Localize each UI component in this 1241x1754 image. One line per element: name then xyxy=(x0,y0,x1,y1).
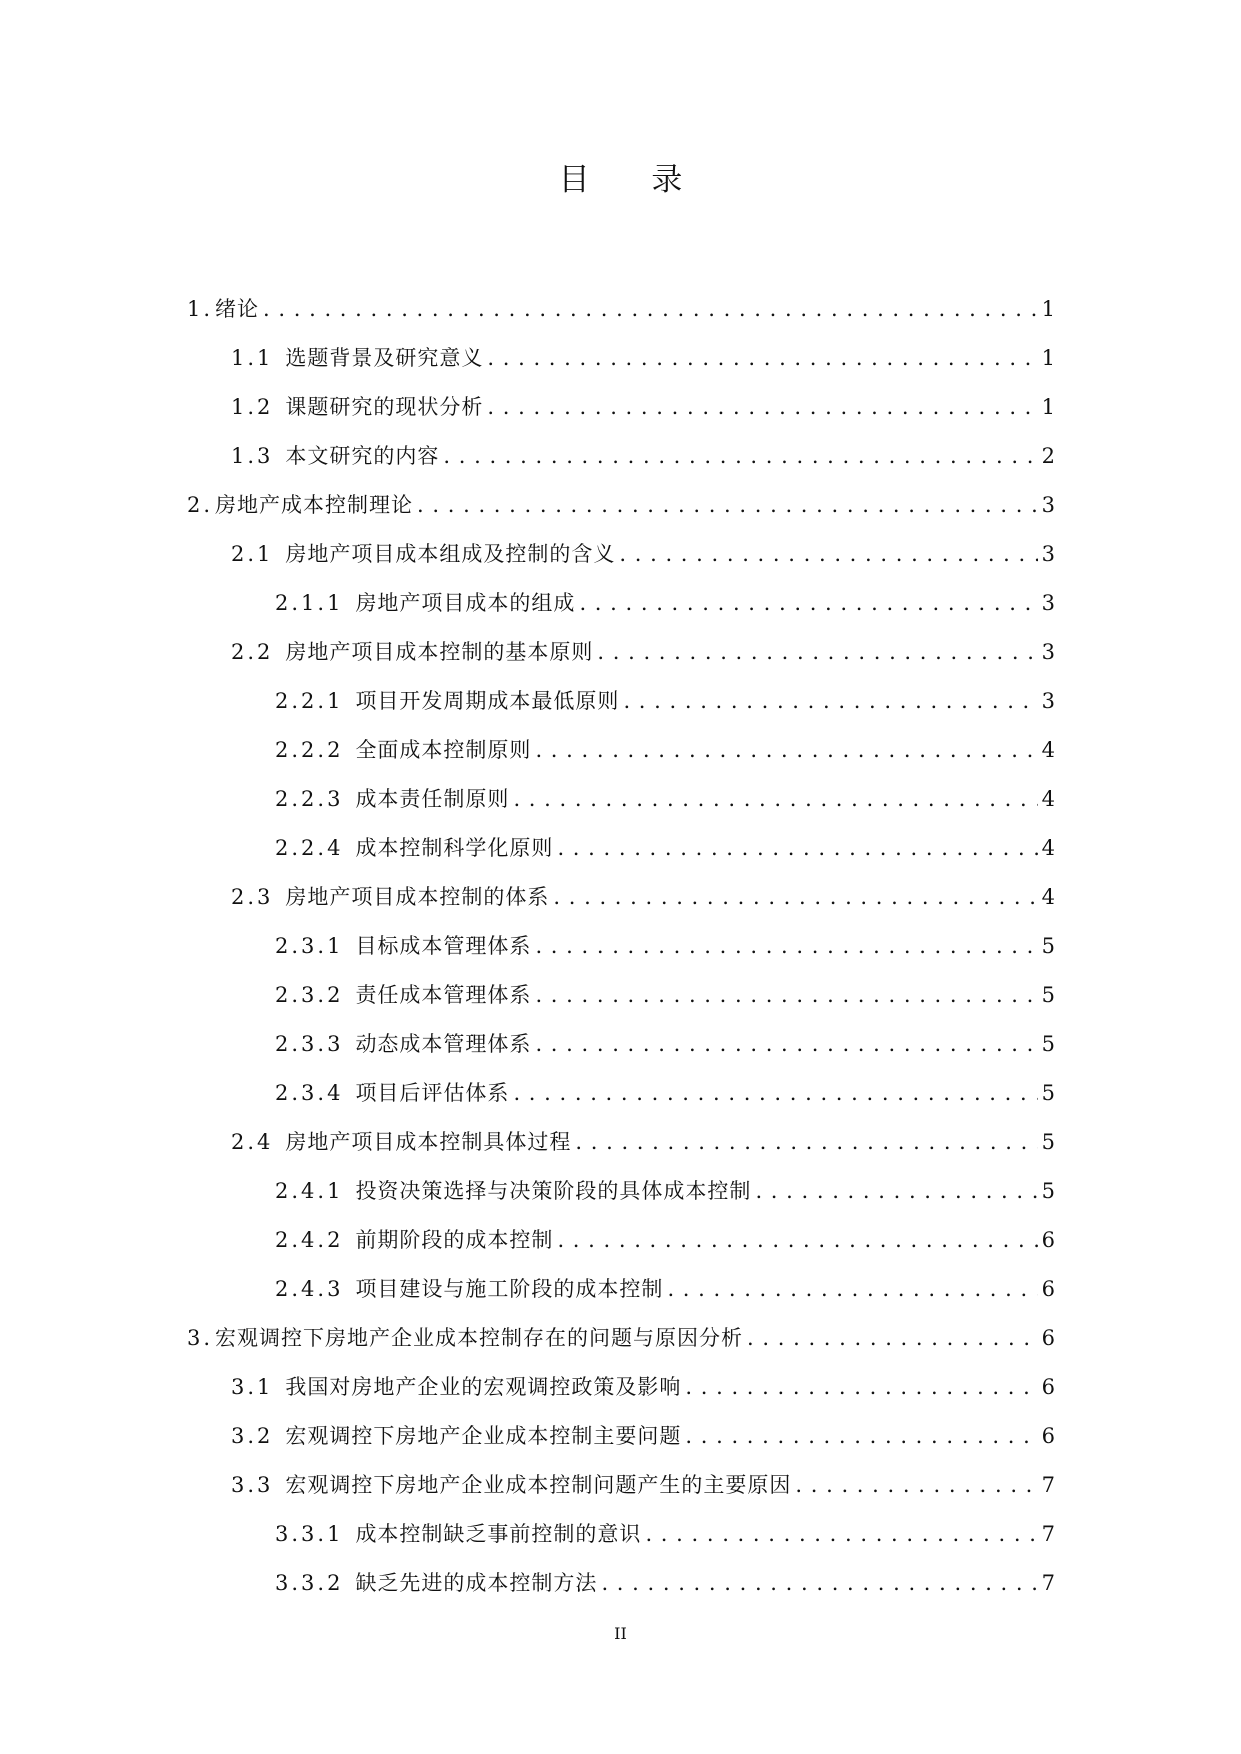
toc-dot-leader xyxy=(553,882,1037,912)
toc-dot-leader xyxy=(513,784,1037,814)
toc-entry-number: 2.1.1 xyxy=(275,590,344,615)
toc-entry[interactable] xyxy=(187,774,1055,823)
toc-page-number: 1 xyxy=(1041,296,1055,321)
toc-entry-title: 我国对房地产企业的宏观调控政策及影响 xyxy=(285,1374,682,1399)
toc-entry-title: 责任成本管理体系 xyxy=(355,982,532,1007)
toc-entry[interactable] xyxy=(187,1166,1055,1215)
toc-page-number: 6 xyxy=(1041,1227,1055,1252)
toc-dot-leader xyxy=(487,343,1037,373)
toc-entry[interactable] xyxy=(187,1215,1055,1264)
toc-entry-title: 宏观调控下房地产企业成本控制主要问题 xyxy=(285,1423,682,1448)
toc-dot-leader xyxy=(417,490,1038,520)
toc-entry[interactable] xyxy=(187,382,1055,431)
toc-entry-title: 绪论 xyxy=(215,296,260,321)
toc-entry[interactable] xyxy=(187,480,1055,529)
toc-page-number: 6 xyxy=(1041,1325,1055,1350)
toc-entry[interactable] xyxy=(187,1509,1055,1558)
toc-page-number: 7 xyxy=(1041,1570,1055,1595)
toc-page-number: 3 xyxy=(1041,541,1055,566)
toc-dot-leader xyxy=(747,1323,1038,1353)
toc-dot-leader xyxy=(619,539,1037,569)
toc-dot-leader xyxy=(557,1225,1037,1255)
toc-dot-leader xyxy=(645,1519,1037,1549)
toc-entry[interactable] xyxy=(187,921,1055,970)
toc-entry-number: 3. xyxy=(187,1325,214,1350)
toc-page-number: 5 xyxy=(1041,933,1055,958)
toc-dot-leader xyxy=(535,735,1037,765)
table-of-contents xyxy=(187,284,1055,1607)
toc-dot-leader xyxy=(795,1470,1037,1500)
toc-entry-title: 成本控制科学化原则 xyxy=(355,835,554,860)
toc-entry[interactable] xyxy=(187,627,1055,676)
toc-entry-title: 房地产项目成本控制具体过程 xyxy=(285,1129,572,1154)
toc-entry[interactable] xyxy=(187,1019,1055,1068)
toc-entry-number: 3.3 xyxy=(231,1472,274,1497)
toc-page-number: 4 xyxy=(1041,884,1055,909)
toc-entry-number: 3.2 xyxy=(231,1423,274,1448)
toc-page-number: 5 xyxy=(1041,1129,1055,1154)
toc-entry[interactable] xyxy=(187,578,1055,627)
toc-page-number: 4 xyxy=(1041,737,1055,762)
toc-page-number: 5 xyxy=(1041,1031,1055,1056)
toc-entry[interactable] xyxy=(187,284,1055,333)
toc-entry-title: 项目开发周期成本最低原则 xyxy=(355,688,620,713)
toc-page-number: 5 xyxy=(1041,982,1055,1007)
toc-entry-number: 2.2.1 xyxy=(275,688,344,713)
toc-entry[interactable] xyxy=(187,676,1055,725)
toc-entry-title: 选题背景及研究意义 xyxy=(285,345,484,370)
toc-dot-leader xyxy=(535,1029,1037,1059)
toc-page-number: 5 xyxy=(1041,1178,1055,1203)
toc-page-number: 6 xyxy=(1041,1374,1055,1399)
toc-page-number: 6 xyxy=(1041,1276,1055,1301)
toc-entry[interactable] xyxy=(187,1117,1055,1166)
toc-entry-number: 2.4 xyxy=(231,1129,274,1154)
toc-entry-number: 2.1 xyxy=(231,541,274,566)
toc-entry-title: 动态成本管理体系 xyxy=(355,1031,532,1056)
toc-entry-number: 2.4.2 xyxy=(275,1227,344,1252)
toc-entry[interactable] xyxy=(187,1313,1055,1362)
toc-entry-title: 宏观调控下房地产企业成本控制问题产生的主要原因 xyxy=(285,1472,792,1497)
toc-entry[interactable] xyxy=(187,1362,1055,1411)
toc-dot-leader xyxy=(575,1127,1037,1157)
toc-entry-title: 成本控制缺乏事前控制的意识 xyxy=(355,1521,642,1546)
toc-entry[interactable] xyxy=(187,823,1055,872)
toc-entry-number: 3.3.2 xyxy=(275,1570,344,1595)
toc-page-number: 3 xyxy=(1041,590,1055,615)
toc-dot-leader xyxy=(685,1421,1037,1451)
toc-dot-leader xyxy=(685,1372,1037,1402)
toc-dot-leader xyxy=(667,1274,1037,1304)
page-number-footer: II xyxy=(614,1624,627,1643)
toc-page-number: 5 xyxy=(1041,1080,1055,1105)
toc-entry[interactable] xyxy=(187,1460,1055,1509)
toc-entry[interactable] xyxy=(187,431,1055,480)
toc-dot-leader xyxy=(755,1176,1037,1206)
toc-entry-number: 2.3.4 xyxy=(275,1080,344,1105)
toc-entry[interactable] xyxy=(187,333,1055,382)
toc-entry[interactable] xyxy=(187,1264,1055,1313)
toc-entry-number: 2.3.1 xyxy=(275,933,344,958)
toc-entry-number: 3.1 xyxy=(231,1374,274,1399)
toc-entry-number: 2.2.2 xyxy=(275,737,344,762)
toc-entry-number: 2. xyxy=(187,492,214,517)
toc-page-number: 3 xyxy=(1041,639,1055,664)
toc-entry-number: 2.4.3 xyxy=(275,1276,344,1301)
toc-entry[interactable] xyxy=(187,725,1055,774)
toc-dot-leader xyxy=(597,637,1037,667)
toc-dot-leader xyxy=(557,833,1037,863)
toc-entry-title: 项目建设与施工阶段的成本控制 xyxy=(355,1276,664,1301)
toc-entry-title: 项目后评估体系 xyxy=(355,1080,510,1105)
toc-entry-title: 本文研究的内容 xyxy=(285,443,440,468)
toc-page-number: 6 xyxy=(1041,1423,1055,1448)
toc-entry-number: 1.2 xyxy=(231,394,274,419)
toc-entry-title: 房地产项目成本的组成 xyxy=(355,590,576,615)
toc-entry-title: 宏观调控下房地产企业成本控制存在的问题与原因分析 xyxy=(215,1325,744,1350)
toc-entry[interactable] xyxy=(187,529,1055,578)
toc-page-number: 2 xyxy=(1041,443,1055,468)
toc-entry[interactable] xyxy=(187,1068,1055,1117)
toc-entry[interactable] xyxy=(187,872,1055,921)
toc-dot-leader xyxy=(443,441,1037,471)
toc-entry-title: 投资决策选择与决策阶段的具体成本控制 xyxy=(355,1178,752,1203)
page-title: 目 录 xyxy=(558,162,709,198)
toc-entry-title: 房地产项目成本控制的体系 xyxy=(285,884,550,909)
toc-entry-title: 目标成本管理体系 xyxy=(355,933,532,958)
toc-dot-leader xyxy=(623,686,1037,716)
toc-entry-number: 2.2.4 xyxy=(275,835,344,860)
toc-entry-number: 2.2 xyxy=(231,639,274,664)
toc-page-number: 4 xyxy=(1041,835,1055,860)
toc-entry-number: 2.3 xyxy=(231,884,274,909)
toc-entry-title: 成本责任制原则 xyxy=(355,786,510,811)
toc-dot-leader xyxy=(535,931,1037,961)
toc-page-number: 3 xyxy=(1041,688,1055,713)
toc-entry[interactable] xyxy=(187,1411,1055,1460)
toc-entry-number: 2.3.2 xyxy=(275,982,344,1007)
toc-entry-title: 房地产成本控制理论 xyxy=(215,492,414,517)
toc-page-number: 7 xyxy=(1041,1521,1055,1546)
toc-entry-number: 3.3.1 xyxy=(275,1521,344,1546)
toc-entry-title: 课题研究的现状分析 xyxy=(285,394,484,419)
toc-entry[interactable] xyxy=(187,970,1055,1019)
toc-page-number: 1 xyxy=(1041,394,1055,419)
toc-dot-leader xyxy=(579,588,1037,618)
toc-entry-title: 房地产项目成本组成及控制的含义 xyxy=(285,541,616,566)
toc-entry-number: 2.2.3 xyxy=(275,786,344,811)
toc-entry-title: 房地产项目成本控制的基本原则 xyxy=(285,639,594,664)
toc-dot-leader xyxy=(601,1568,1037,1598)
toc-entry-title: 前期阶段的成本控制 xyxy=(355,1227,554,1252)
toc-dot-leader xyxy=(513,1078,1037,1108)
toc-entry-number: 1.3 xyxy=(231,443,274,468)
toc-entry-number: 1.1 xyxy=(231,345,274,370)
toc-entry-number: 1. xyxy=(187,296,214,321)
toc-dot-leader xyxy=(263,294,1038,324)
toc-page-number: 4 xyxy=(1041,786,1055,811)
toc-entry-title: 缺乏先进的成本控制方法 xyxy=(355,1570,598,1595)
toc-page-number: 3 xyxy=(1041,492,1055,517)
toc-entry-number: 2.3.3 xyxy=(275,1031,344,1056)
toc-entry-title: 全面成本控制原则 xyxy=(355,737,532,762)
toc-entry[interactable] xyxy=(187,1558,1055,1607)
toc-dot-leader xyxy=(487,392,1037,422)
toc-page-number: 1 xyxy=(1041,345,1055,370)
toc-dot-leader xyxy=(535,980,1037,1010)
toc-entry-number: 2.4.1 xyxy=(275,1178,344,1203)
toc-page-number: 7 xyxy=(1041,1472,1055,1497)
